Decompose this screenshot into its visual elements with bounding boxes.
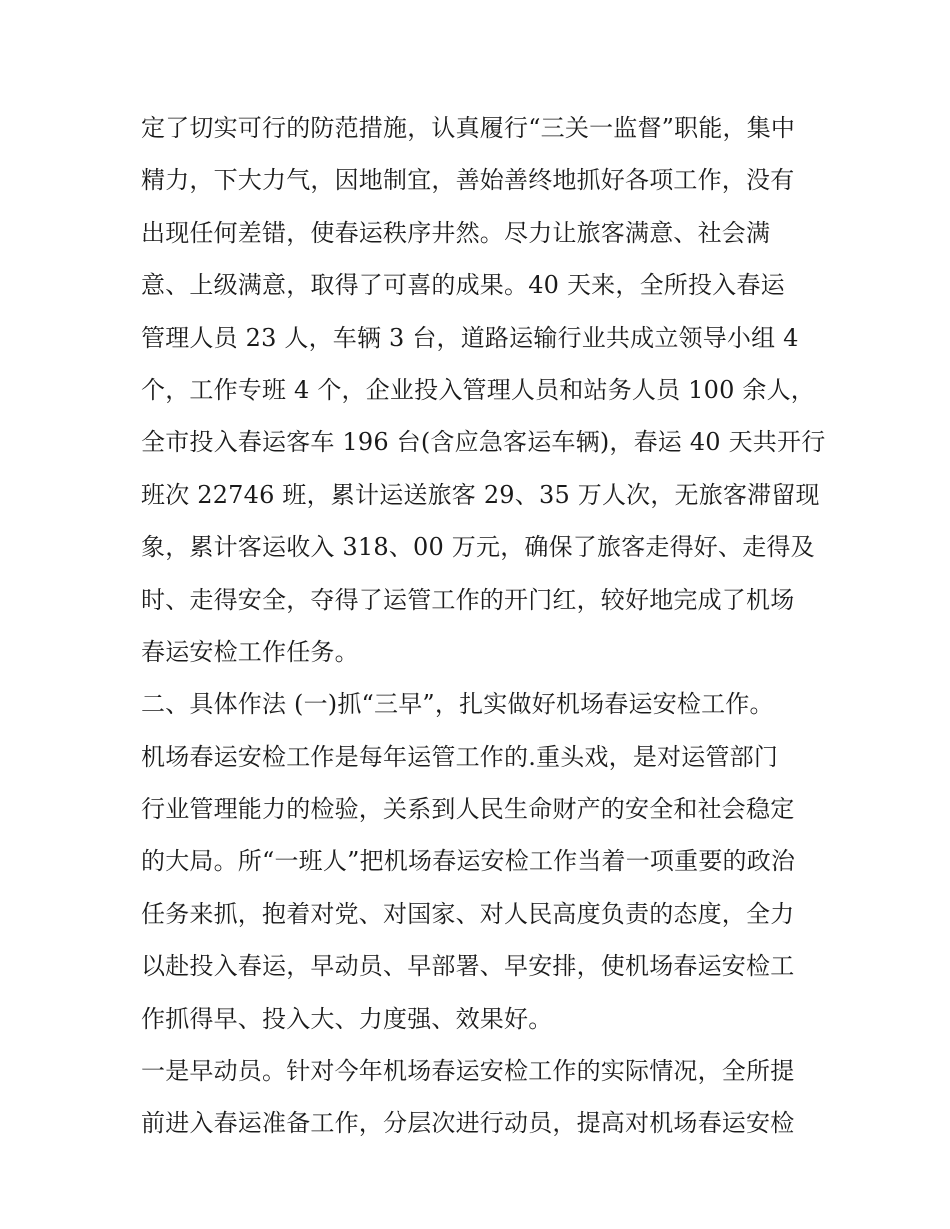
text-line: 行业管理能力的检验，关系到人民生命财产的安全和社会稳定 [141,795,795,824]
text-line: 定了切实可行的防范措施，认真履行“三关一监督”职能，集中 [141,114,796,142]
text-line: 管理人员 23 人，车辆 3 台，道路运输行业共成立领导小组 4 [141,323,799,352]
text-line: 时、走得安全，夺得了运管工作的开门红，较好地完成了机场 [141,585,795,614]
section-heading: 二、具体作法 (一)抓“三早”，扎实做好机场春运安检工作。 [141,690,774,719]
text-line: 全市投入春运客车 196 台(含应急客运车辆)，春运 40 天共开行 [141,428,826,457]
text-line: 前进入春运准备工作，分层次进行动员，提高对机场春运安检 [141,1109,795,1138]
text-line: 春运安检工作任务。 [141,637,359,666]
text-line: 象，累计客运收入 318、00 万元，确保了旅客走得好、走得及 [141,533,815,562]
text-line: 的大局。所“一班人”把机场春运安检工作当着一项重要的政治 [141,847,796,876]
text-line: 一是早动员。针对今年机场春运安检工作的实际情况，全所提 [141,1057,795,1086]
body-text [141,102,826,1150]
text-line: 任务来抓，抱着对党、对国家、对人民高度负责的态度，全力 [141,899,795,928]
text-line: 以赴投入春运，早动员、早部署、早安排，使机场春运安检工 [141,952,795,981]
text-line: 个，工作专班 4 个，企业投入管理人员和站务人员 100 余人， [141,375,815,404]
text-line: 精力，下大力气，因地制宜，善始善终地抓好各项工作，没有 [141,166,795,195]
text-line: 出现任何差错，使春运秩序井然。尽力让旅客满意、社会满 [141,218,771,247]
text-line: 作抓得早、投入大、力度强、效果好。 [141,1004,553,1033]
text-line: 机场春运安检工作是每年运管工作的.重头戏，是对运管部门 [141,742,779,771]
text-line: 班次 22746 班，累计运送旅客 29、35 万人次，无旅客滞留现 [141,480,820,509]
text-line: 意、上级满意，取得了可喜的成果。40 天来，全所投入春运 [141,271,785,300]
